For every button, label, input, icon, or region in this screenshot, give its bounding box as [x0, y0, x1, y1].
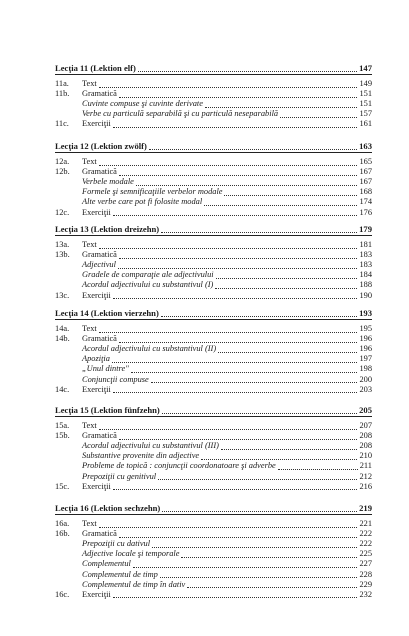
entry-label: Exerciţii	[82, 290, 111, 300]
dot-leader	[224, 195, 357, 196]
entry-label: Apoziţia	[82, 354, 110, 364]
section-code: 14b.	[55, 334, 70, 344]
entry-page-number: 197	[359, 354, 372, 364]
entry-label: Adjective locale şi temporale	[82, 549, 180, 559]
section-entry	[0, 334, 409, 344]
dot-leader	[218, 352, 357, 353]
lesson-title: Lecţia 11 (Lektion elf)	[55, 63, 136, 73]
dot-leader	[113, 298, 358, 299]
entry-label: Gramatică	[82, 334, 117, 344]
lesson-page-number: 219	[359, 503, 372, 513]
dot-leader	[119, 97, 358, 98]
section-entry	[0, 482, 409, 492]
section-code: 15c.	[55, 481, 70, 491]
entry-page-number: 188	[359, 280, 372, 290]
entry-page-number: 165	[359, 157, 372, 166]
subsection-entry	[0, 375, 409, 385]
dot-leader	[113, 489, 358, 490]
dot-leader	[158, 479, 357, 480]
lesson-divider	[55, 74, 372, 75]
lesson-page-number: 163	[359, 141, 372, 151]
entry-label: Alte verbe care pot fi folosite modal	[82, 197, 203, 207]
entry-label: Verbe cu particulă separabilă şi cu particulă neseparabilă	[82, 109, 279, 119]
entry-label: Exerciţii	[82, 384, 111, 394]
entry-page-number: 208	[359, 431, 372, 441]
dot-leader	[113, 597, 358, 598]
entry-label: Exerciţii	[82, 207, 111, 217]
dot-leader	[119, 258, 358, 259]
entry-label: Substantive provenite din adjective	[82, 451, 200, 461]
entry-label: Formele şi semnificaţiile verbelor modale	[82, 187, 223, 197]
entry-label: Gramatică	[82, 89, 117, 99]
dot-leader	[136, 185, 358, 186]
section-entry	[0, 431, 409, 441]
entry-page-number: 222	[359, 529, 372, 539]
entry-page-number: 183	[359, 260, 372, 270]
section-entry	[0, 250, 409, 260]
dot-leader	[99, 332, 358, 333]
entry-label: Probleme de topică : conjuncţii coordonatoare şi adverbe	[82, 461, 276, 471]
dot-leader	[160, 577, 358, 578]
dot-leader	[113, 392, 358, 393]
section-entry	[0, 157, 409, 167]
entry-page-number: 200	[359, 374, 372, 384]
lesson-page-number: 205	[359, 405, 372, 415]
subsection-entry	[0, 280, 409, 290]
subsection-entry	[0, 451, 409, 461]
lesson-heading	[0, 405, 409, 415]
section-entry	[0, 385, 409, 395]
dot-leader	[162, 413, 357, 414]
entry-page-number: 229	[359, 579, 372, 589]
lesson-heading	[0, 141, 409, 151]
dot-leader	[280, 117, 357, 118]
entry-label: Adjectivul	[82, 260, 116, 270]
entry-page-number: 208	[359, 441, 372, 451]
lesson-title: Lecţia 13 (Lektion dreizehn)	[55, 224, 160, 234]
dot-leader	[216, 278, 358, 279]
subsection-entry	[0, 580, 409, 590]
dot-leader	[133, 567, 358, 568]
lesson-divider	[55, 416, 372, 417]
entry-label: „Unul dintre"	[82, 364, 129, 374]
lesson-page-number: 193	[359, 308, 372, 318]
section-entry	[0, 119, 409, 129]
section-entry	[0, 529, 409, 539]
section-code: 16a.	[55, 519, 70, 528]
entry-label: Text	[82, 157, 97, 166]
entry-label: Text	[82, 324, 97, 333]
entry-label: Text	[82, 240, 97, 249]
dot-leader	[152, 547, 357, 548]
dot-leader	[278, 469, 358, 470]
entry-page-number: 190	[359, 290, 372, 300]
entry-page-number: 183	[359, 250, 372, 260]
subsection-entry	[0, 559, 409, 569]
section-entry	[0, 421, 409, 431]
entry-label: Gramatică	[82, 431, 117, 441]
section-entry	[0, 89, 409, 99]
entry-label: Complementul de timp	[82, 569, 158, 579]
entry-page-number: 212	[359, 471, 372, 481]
entry-page-number: 196	[359, 344, 372, 354]
section-code: 13b.	[55, 250, 70, 260]
dot-leader	[113, 127, 358, 128]
lesson-title: Lecţia 14 (Lektion vierzehn)	[55, 308, 159, 318]
dot-leader	[215, 288, 357, 289]
entry-page-number: 221	[359, 519, 372, 528]
entry-label: Gradele de comparaţie ale adjectivului	[82, 270, 214, 280]
lesson-page-number: 147	[359, 63, 372, 73]
entry-page-number: 196	[359, 334, 372, 344]
section-code: 14c.	[55, 384, 70, 394]
entry-page-number: 203	[359, 384, 372, 394]
section-code: 15a.	[55, 421, 70, 430]
entry-page-number: 207	[359, 421, 372, 430]
dot-leader	[99, 429, 358, 430]
dot-leader	[151, 382, 358, 383]
section-entry	[0, 208, 409, 218]
entry-page-number: 211	[359, 461, 372, 471]
dot-leader	[131, 372, 358, 373]
lesson-title: Lecţia 15 (Lektion fünfzehn)	[55, 405, 160, 415]
section-entry	[0, 167, 409, 177]
section-code: 12c.	[55, 207, 70, 217]
section-code: 12b.	[55, 167, 70, 177]
entry-page-number: 176	[359, 207, 372, 217]
dot-leader	[113, 215, 358, 216]
entry-label: Complementul de timp în dativ	[82, 579, 186, 589]
entry-page-number: 149	[359, 79, 372, 88]
subsection-entry	[0, 461, 409, 471]
subsection-entry	[0, 354, 409, 364]
lesson-divider	[55, 319, 372, 320]
entry-page-number: 167	[359, 167, 372, 177]
lesson-heading	[0, 503, 409, 513]
entry-label: Acordul adjectivului cu substantivul (III)	[82, 441, 219, 451]
entry-label: Gramatică	[82, 250, 117, 260]
entry-page-number: 174	[359, 197, 372, 207]
entry-label: Verbele modale	[82, 177, 134, 187]
section-code: 13c.	[55, 290, 70, 300]
subsection-entry	[0, 549, 409, 559]
dot-leader	[119, 175, 358, 176]
entry-label: Exerciţii	[82, 481, 111, 491]
section-entry	[0, 240, 409, 250]
dot-leader	[161, 316, 357, 317]
dot-leader	[205, 107, 358, 108]
lesson-heading	[0, 63, 409, 73]
subsection-entry	[0, 187, 409, 197]
section-code: 15b.	[55, 431, 70, 441]
dot-leader	[187, 587, 357, 588]
section-code: 12a.	[55, 157, 70, 166]
dot-leader	[162, 511, 357, 512]
entry-page-number: 168	[359, 187, 372, 197]
lesson-heading	[0, 224, 409, 234]
dot-leader	[99, 87, 358, 88]
entry-label: Text	[82, 421, 97, 430]
lesson-title: Lecţia 12 (Lektion zwölf)	[55, 141, 147, 151]
entry-label: Complementul	[82, 559, 131, 569]
entry-label: Exerciţii	[82, 589, 111, 599]
entry-page-number: 227	[359, 559, 372, 569]
section-code: 11b.	[55, 89, 70, 99]
entry-page-number: 228	[359, 569, 372, 579]
subsection-entry	[0, 197, 409, 207]
lesson-divider	[55, 235, 372, 236]
entry-label: Gramatică	[82, 529, 117, 539]
dot-leader	[119, 439, 358, 440]
dot-leader	[138, 71, 357, 72]
dot-leader	[149, 149, 357, 150]
entry-label: Prepoziţii cu genitivul	[82, 471, 157, 481]
entry-page-number: 184	[359, 270, 372, 280]
section-code: 16c.	[55, 589, 70, 599]
section-code: 11c.	[55, 119, 69, 129]
dot-leader	[201, 459, 357, 460]
section-code: 16b.	[55, 529, 70, 539]
section-entry	[0, 79, 409, 89]
subsection-entry	[0, 570, 409, 580]
dot-leader	[204, 205, 357, 206]
subsection-entry	[0, 260, 409, 270]
entry-page-number: 232	[359, 589, 372, 599]
entry-label: Text	[82, 79, 97, 88]
dot-leader	[119, 342, 358, 343]
entry-label: Conjuncţii compuse	[82, 374, 149, 384]
subsection-entry	[0, 109, 409, 119]
entry-page-number: 151	[359, 99, 372, 109]
lesson-page-number: 179	[359, 224, 372, 234]
dot-leader	[112, 362, 358, 363]
subsection-entry	[0, 441, 409, 451]
dot-leader	[99, 527, 358, 528]
entry-label: Gramatică	[82, 167, 117, 177]
section-entry	[0, 519, 409, 529]
entry-label: Text	[82, 519, 97, 528]
section-entry	[0, 291, 409, 301]
dot-leader	[221, 449, 358, 450]
subsection-entry	[0, 472, 409, 482]
entry-label: Acordul adjectivului cu substantivul (I)	[82, 280, 214, 290]
entry-page-number: 225	[359, 549, 372, 559]
lesson-heading	[0, 308, 409, 318]
entry-page-number: 216	[359, 481, 372, 491]
entry-page-number: 167	[359, 177, 372, 187]
subsection-entry	[0, 270, 409, 280]
entry-label: Cuvinte compuse şi cuvinte derivate	[82, 99, 203, 109]
entry-label: Exerciţii	[82, 119, 111, 129]
entry-page-number: 151	[359, 89, 372, 99]
subsection-entry	[0, 177, 409, 187]
dot-leader	[119, 537, 358, 538]
entry-page-number: 181	[359, 240, 372, 249]
lesson-divider	[55, 152, 372, 153]
entry-label: Acordul adjectivului cu substantivul (II)	[82, 344, 217, 354]
dot-leader	[99, 248, 358, 249]
subsection-entry	[0, 99, 409, 109]
section-entry	[0, 590, 409, 600]
section-code: 14a.	[55, 324, 70, 333]
section-entry	[0, 324, 409, 334]
section-code: 11a.	[55, 79, 69, 88]
entry-page-number: 210	[359, 451, 372, 461]
lesson-title: Lecţia 16 (Lektion sechzehn)	[55, 503, 161, 513]
dot-leader	[118, 268, 357, 269]
lesson-divider	[55, 514, 372, 515]
entry-page-number: 195	[359, 324, 372, 333]
entry-page-number: 198	[359, 364, 372, 374]
entry-page-number: 222	[359, 539, 372, 549]
entry-page-number: 161	[359, 119, 372, 129]
subsection-entry	[0, 539, 409, 549]
entry-page-number: 157	[359, 109, 372, 119]
section-code: 13a.	[55, 240, 70, 249]
subsection-entry	[0, 364, 409, 374]
dot-leader	[181, 557, 357, 558]
subsection-entry	[0, 344, 409, 354]
dot-leader	[161, 232, 357, 233]
entry-label: Prepoziţii cu dativul	[82, 539, 151, 549]
dot-leader	[99, 165, 358, 166]
